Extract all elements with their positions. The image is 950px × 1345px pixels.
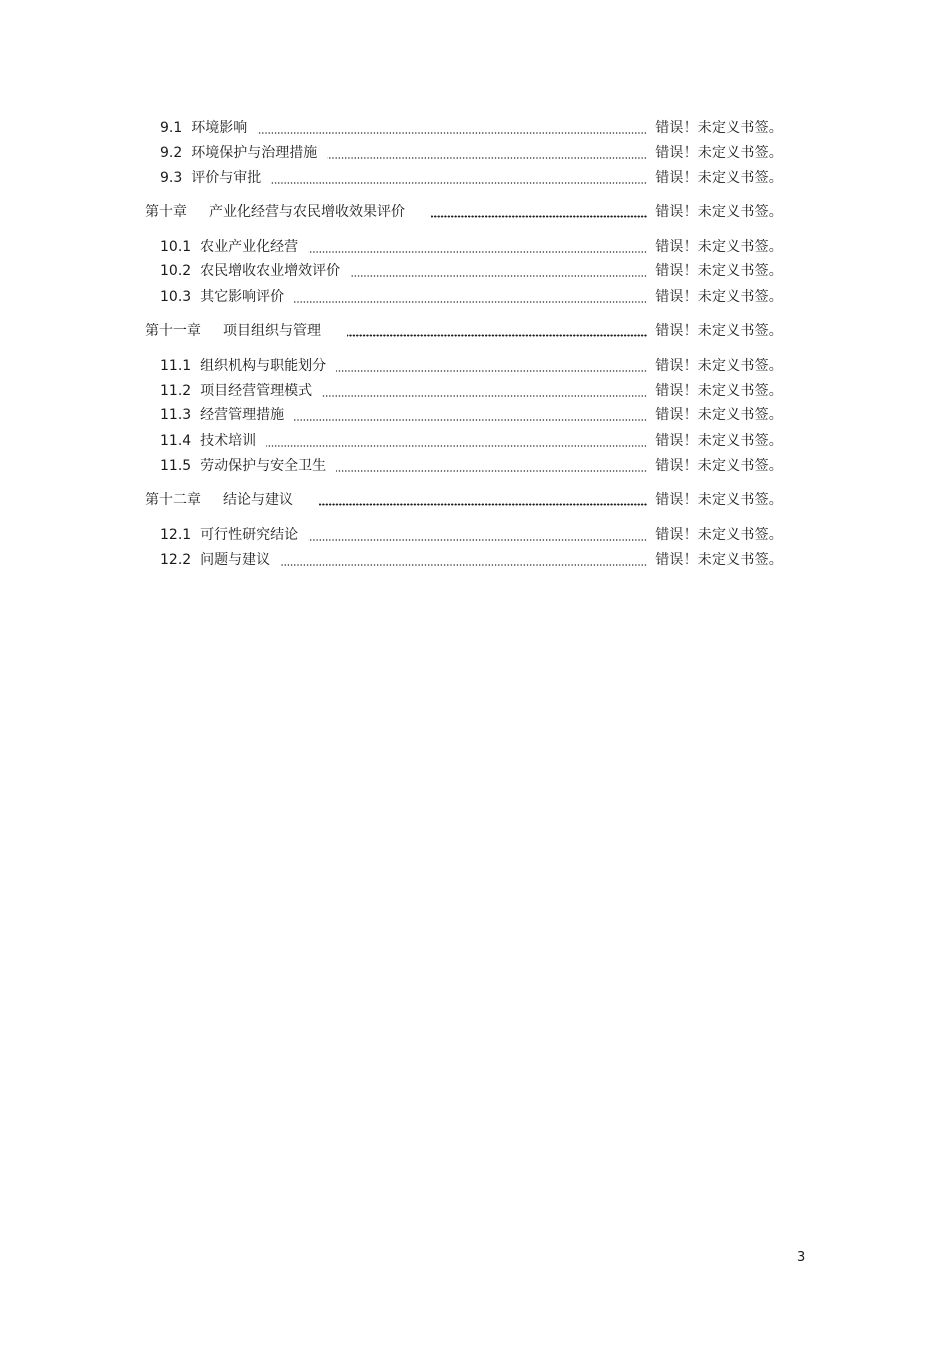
toc-entry-title: 环境影响: [191, 120, 248, 136]
toc-entry-number: 10.3: [160, 289, 192, 305]
toc-chapter-12[interactable]: [145, 489, 783, 511]
toc-chapter-title: 产业化经营与农民增收效果评价: [209, 204, 405, 220]
toc-entry-11-3[interactable]: [160, 404, 783, 426]
toc-entry-number: 11.1: [160, 358, 192, 374]
dot-leader: [294, 419, 647, 421]
toc-entry-number: 9.2: [160, 145, 183, 161]
toc-entry-9-1[interactable]: [160, 117, 783, 139]
dot-leader: [257, 132, 647, 134]
toc-chapter-title: 结论与建议: [223, 492, 293, 508]
toc-entry-11-1[interactable]: [160, 355, 783, 377]
toc-entry-10-1[interactable]: [160, 236, 783, 258]
dot-leader: [308, 539, 647, 541]
dot-leader: [319, 503, 647, 506]
toc-entry-title: 技术培训: [200, 433, 257, 449]
dot-leader: [266, 445, 647, 447]
toc-entry-number: 11.3: [160, 407, 192, 423]
toc-entry-9-2[interactable]: [160, 142, 783, 164]
toc-entry-page-ref: 错误！未定义书签。: [655, 204, 783, 220]
dot-leader: [322, 395, 647, 397]
toc-entry-number: 9.3: [160, 170, 183, 186]
toc-entry-page-ref: 错误！未定义书签。: [655, 120, 783, 136]
toc-entry-11-4[interactable]: [160, 430, 783, 452]
toc-entry-number: 11.4: [160, 433, 192, 449]
toc-entry-title: 可行性研究结论: [200, 527, 299, 543]
toc-entry-page-ref: 错误！未定义书签。: [655, 458, 783, 474]
dot-leader: [327, 157, 647, 159]
toc-entry-number: 12.2: [160, 552, 192, 568]
toc-entry-title: 其它影响评价: [200, 289, 285, 305]
toc-entry-title: 问题与建议: [200, 552, 271, 568]
toc-entry-page-ref: 错误！未定义书签。: [655, 145, 783, 161]
toc-entry-page-ref: 错误！未定义书签。: [655, 383, 783, 399]
toc-entry-title: 评价与审批: [191, 170, 262, 186]
page-number: 3: [797, 1250, 806, 1265]
toc-entry-page-ref: 错误！未定义书签。: [655, 407, 783, 423]
dot-leader: [308, 251, 647, 253]
toc-chapter-number: 第十章: [145, 204, 187, 220]
toc-entry-title: 环境保护与治理措施: [191, 145, 318, 161]
toc-entry-10-2[interactable]: [160, 260, 783, 282]
toc-entry-page-ref: 错误！未定义书签。: [655, 170, 783, 186]
toc-entry-9-3[interactable]: [160, 167, 783, 189]
toc-entry-title: 组织机构与职能划分: [200, 358, 327, 374]
toc-entry-12-1[interactable]: [160, 524, 783, 546]
toc-entry-number: 10.1: [160, 239, 192, 255]
toc-entry-title: 农民增收农业增效评价: [200, 263, 341, 279]
toc-entry-title: 项目经营管理模式: [200, 383, 313, 399]
toc-chapter-title: 项目组织与管理: [223, 323, 321, 339]
toc-entry-10-3[interactable]: [160, 286, 783, 308]
toc-chapter-11[interactable]: [145, 320, 783, 342]
toc-entry-page-ref: 错误！未定义书签。: [655, 263, 783, 279]
dot-leader: [336, 370, 647, 372]
dot-leader: [336, 470, 647, 472]
toc-entry-12-2[interactable]: [160, 549, 783, 571]
toc-entry-page-ref: 错误！未定义书签。: [655, 492, 783, 508]
toc-entry-page-ref: 错误！未定义书签。: [655, 323, 783, 339]
toc-chapter-number: 第十二章: [145, 492, 201, 508]
toc-entry-title: 农业产业化经营: [200, 239, 299, 255]
dot-leader: [431, 215, 647, 218]
dot-leader: [350, 275, 647, 277]
toc-entry-number: 12.1: [160, 527, 192, 543]
toc-entry-title: 劳动保护与安全卫生: [200, 458, 327, 474]
toc-entry-page-ref: 错误！未定义书签。: [655, 527, 783, 543]
toc-entry-11-5[interactable]: [160, 455, 783, 477]
dot-leader: [271, 182, 647, 184]
toc-entry-page-ref: 错误！未定义书签。: [655, 239, 783, 255]
toc-entry-number: 10.2: [160, 263, 192, 279]
toc-entry-number: 9.1: [160, 120, 183, 136]
toc-entry-page-ref: 错误！未定义书签。: [655, 289, 783, 305]
toc-entry-page-ref: 错误！未定义书签。: [655, 358, 783, 374]
dot-leader: [347, 334, 647, 337]
toc-entry-page-ref: 错误！未定义书签。: [655, 552, 783, 568]
toc-entry-title: 经营管理措施: [200, 407, 285, 423]
dot-leader: [280, 564, 647, 566]
toc-chapter-number: 第十一章: [145, 323, 201, 339]
toc-entry-number: 11.5: [160, 458, 192, 474]
toc-entry-number: 11.2: [160, 383, 192, 399]
toc-entry-11-2[interactable]: [160, 380, 783, 402]
dot-leader: [294, 301, 647, 303]
toc-entry-page-ref: 错误！未定义书签。: [655, 433, 783, 449]
toc-chapter-10[interactable]: [145, 201, 783, 223]
